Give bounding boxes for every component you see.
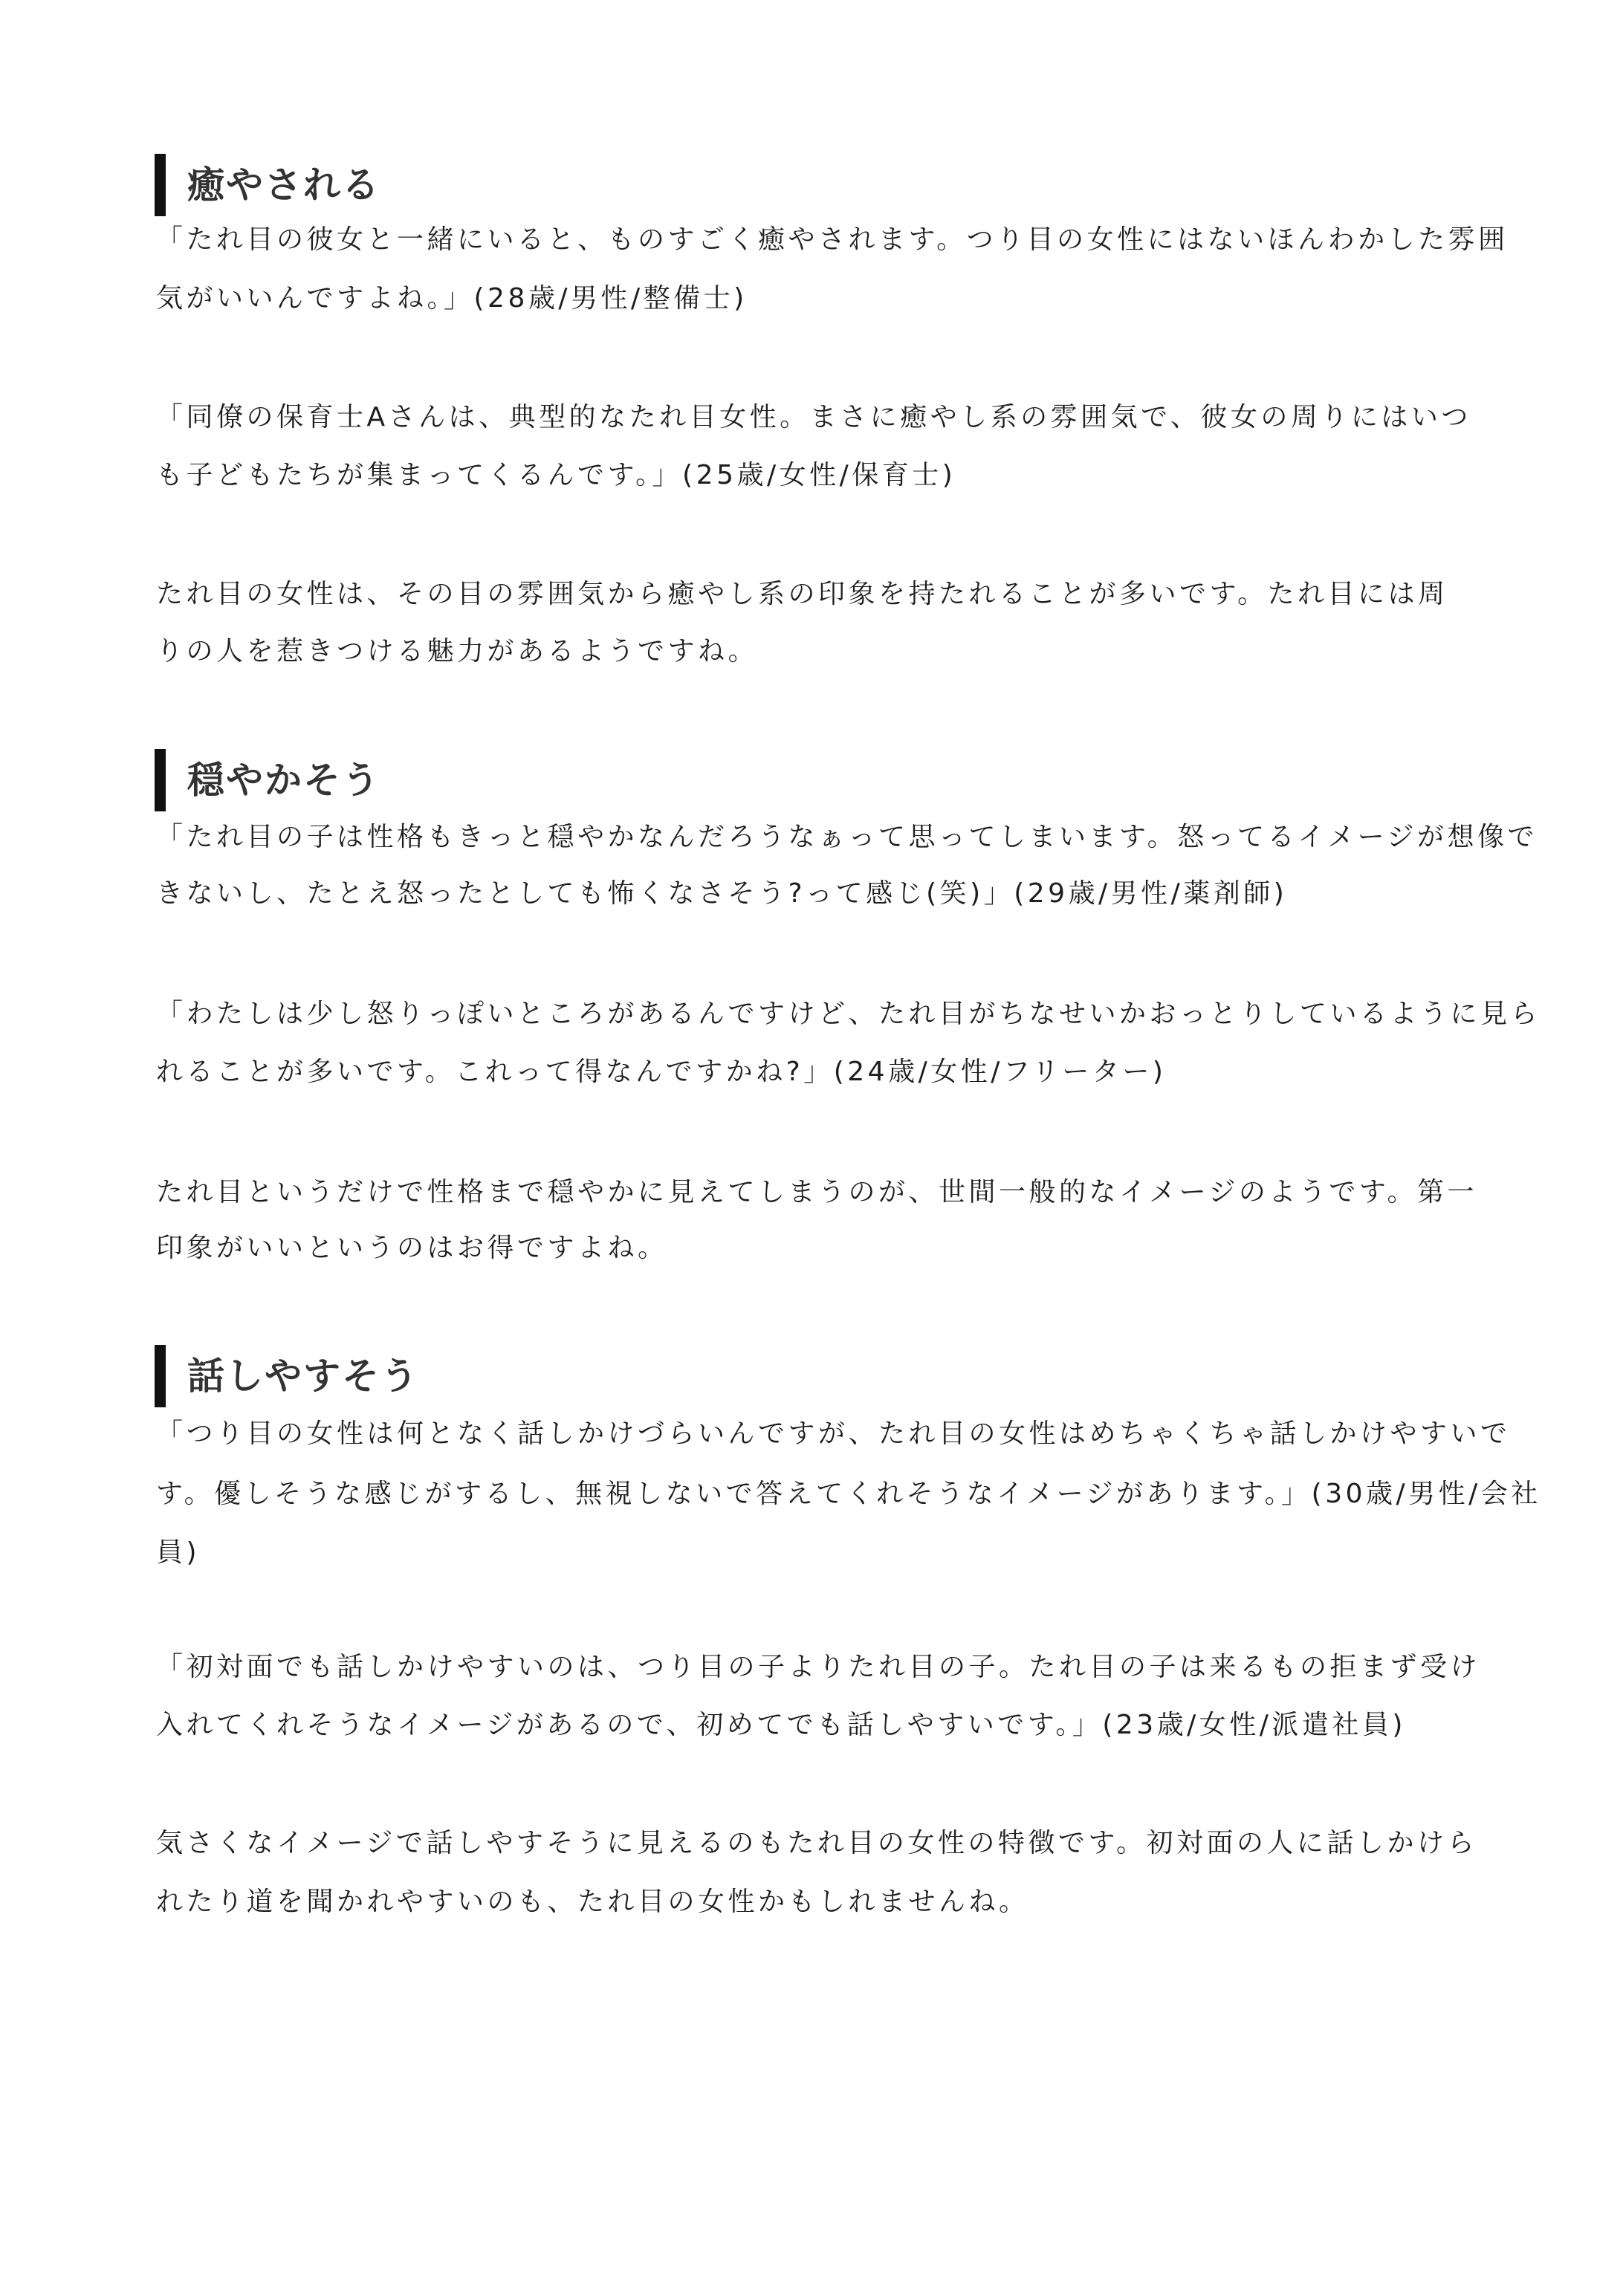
paragraph-line: 「同僚の保育士Aさんは、典型的なたれ目女性。まさに癒やし系の雰囲気で、彼女の周りにはいつ [156, 402, 1471, 432]
paragraph-line: たれ目というだけで性格まで穏やかに見えてしまうのが、世間一般的なイメージのようです。第一 [156, 1177, 1478, 1207]
heading-title: 話しやすそう [187, 1355, 419, 1398]
heading-title: 癒やされる [187, 163, 380, 207]
paragraph-line: 員) [156, 1537, 201, 1568]
paragraph-line: 「つり目の女性は何となく話しかけづらいんですが、たれ目の女性はめちゃくちゃ話しかけやすいで [156, 1418, 1511, 1449]
paragraph-line: 「初対面でも話しかけやすいのは、つり目の子よりたれ目の子。たれ目の子は来るもの拒まず受け [156, 1652, 1481, 1682]
section-heading-1 [155, 154, 380, 216]
paragraph-line: たれ目の女性は、その目の雰囲気から癒やし系の印象を持たれることが多いです。たれ目には周 [156, 579, 1448, 609]
paragraph-line: 印象がいいというのはお得ですよね。 [156, 1233, 668, 1263]
paragraph-line: 気がいいんですよね。」(28歳/男性/整備士) [156, 283, 748, 314]
paragraph-line: れたり道を聞かれやすいのも、たれ目の女性かもしれませんね。 [156, 1887, 1029, 1917]
paragraph-line: りの人を惹きつける魅力があるようですね。 [156, 636, 759, 667]
section-heading-3 [155, 1345, 419, 1407]
paragraph-line: も子どもたちが集まってくるんです。」(25歳/女性/保育士) [156, 460, 956, 490]
heading-accent-bar [155, 1345, 166, 1407]
heading-accent-bar [155, 749, 166, 811]
paragraph-line: れることが多いです。これって得なんですかね?」(24歳/女性/フリーター) [156, 1057, 1167, 1087]
paragraph-line: す。優しそうな感じがするし、無視しないで答えてくれそうなイメージがあります。」(30歳/男性/会社 [156, 1479, 1541, 1509]
section-heading-2 [155, 749, 380, 811]
paragraph-line: 「わたしは少し怒りっぽいところがあるんですけど、たれ目がちなせいかおっとりしているように見ら [156, 999, 1541, 1029]
heading-title: 穏やかそう [187, 759, 380, 802]
heading-accent-bar [155, 154, 166, 216]
paragraph-line: 気さくなイメージで話しやすそうに見えるのもたれ目の女性の特徴です。初対面の人に話しかけら [156, 1828, 1478, 1858]
paragraph-line: 入れてくれそうなイメージがあるので、初めてでも話しやすいです。」(23歳/女性/派遣社員) [156, 1710, 1406, 1740]
paragraph-line: きないし、たとえ怒ったとしても怖くなさそう?って感じ(笑)」(29歳/男性/薬剤師) [156, 878, 1288, 909]
paragraph-line: 「たれ目の子は性格もきっと穏やかなんだろうなぁって思ってしまいます。怒ってるイメージが想像で [156, 822, 1538, 852]
paragraph-line: 「たれ目の彼女と一緒にいると、ものすごく癒やされます。つり目の女性にはないほんわかした雰囲 [156, 224, 1509, 255]
